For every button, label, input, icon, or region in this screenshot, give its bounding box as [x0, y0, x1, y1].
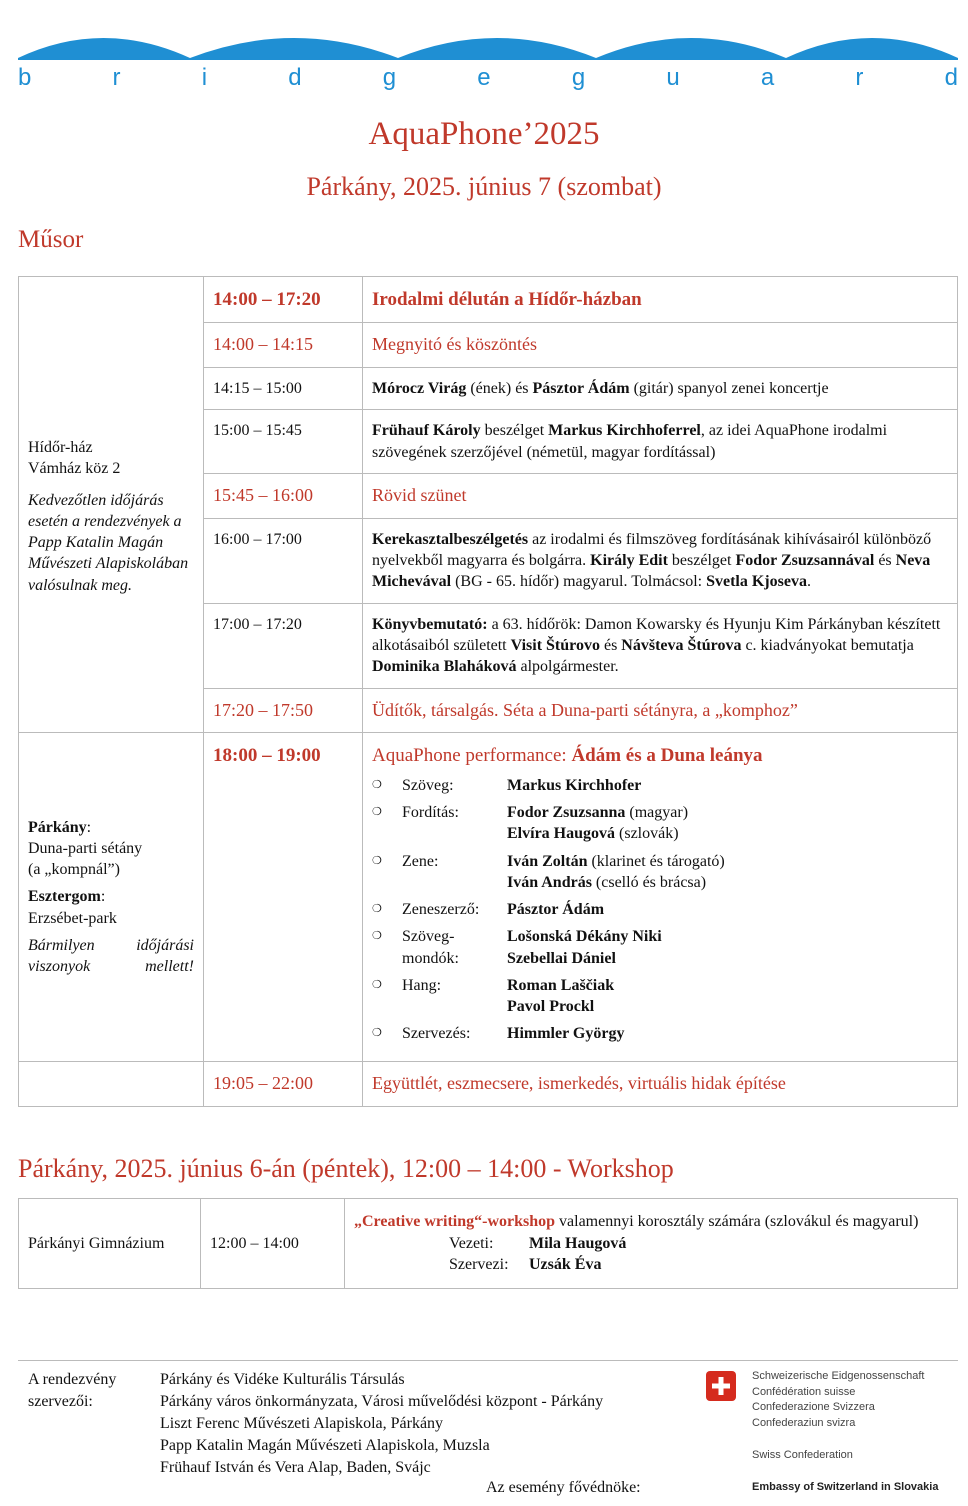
swiss-flag-icon: [706, 1371, 736, 1401]
list-item: ❍ Szervezés: Himmler György: [372, 1023, 948, 1044]
workshop-table: [18, 1198, 958, 1289]
logo-letters: b r i d g e g u a r d: [18, 64, 958, 91]
place-name: Erzsébet-park: [28, 909, 117, 927]
event-desc: Üdítők, társalgás. Séta a Duna-parti sétányra, a „komphoz”: [363, 688, 958, 733]
table-row: [19, 733, 958, 1061]
time-cell: 14:00 – 17:20: [204, 277, 363, 323]
patron-label: Az esemény fővédnöke:: [486, 1479, 641, 1496]
location-note: Kedvezőtlen időjárás esetén a rendezvények a Papp Katalin Magán Művészeti Alapiskolában valósulnak meg.: [28, 491, 189, 594]
location-note: Bármilyen időjárási viszonyok mellett!: [28, 936, 194, 976]
workshop-time: 12:00 – 14:00: [201, 1199, 345, 1289]
bullet-icon: ❍: [372, 806, 382, 818]
time-cell: 17:20 – 17:50: [204, 688, 363, 733]
table-row: [19, 277, 958, 323]
section-title: Műsor: [18, 226, 84, 253]
list-item: ❍ Fordítás: Fodor Zsuzsanna (magyar) Elvíra Haugová (szlovák): [372, 802, 948, 845]
organizers-label: A rendezvény szervezői:: [28, 1371, 117, 1410]
time-cell: 14:00 – 14:15: [204, 323, 363, 368]
workshop-location: Párkányi Gimnázium: [19, 1199, 201, 1289]
page-subtitle: Párkány, 2025. június 7 (szombat): [306, 172, 662, 201]
bullet-icon: ❍: [372, 1027, 382, 1040]
event-title: Irodalmi délután a Hídőr-házban: [363, 277, 958, 323]
page-title: AquaPhone’2025: [368, 116, 600, 152]
list-item: ❍ Zeneszerző: Pásztor Ádám: [372, 899, 948, 920]
empty-cell: [19, 1061, 204, 1106]
list-item: Papp Katalin Magán Művészeti Alapiskola, Muzsla: [160, 1437, 490, 1455]
performance-prefix: AquaPhone performance:: [372, 745, 572, 767]
workshop-title: Párkány, 2025. június 6-án (péntek), 12:00 – 14:00 - Workshop: [18, 1154, 674, 1183]
time-cell: 18:00 – 19:00: [204, 733, 363, 1061]
workshop-desc: „Creative writing“-workshop valamennyi korosztály számára (szlovákul és magyarul) Vezeti: Mila Haugová Szervezi: Uzsák Éva: [345, 1199, 958, 1289]
list-item: Frühauf István és Vera Alap, Baden, Svájc: [160, 1459, 431, 1477]
place-detail: (a „kompnál”): [28, 861, 120, 879]
city-name: Párkány: [28, 818, 87, 836]
list-item: Liszt Ferenc Művészeti Alapiskola, Párkány: [160, 1415, 444, 1433]
time-cell: 17:00 – 17:20: [204, 603, 363, 688]
time-cell: 19:05 – 22:00: [204, 1061, 363, 1106]
list-item: ❍ Zene: Iván Zoltán (klarinet és tárogató) Iván András (cselló és brácsa): [372, 851, 948, 894]
location-cell: Párkány: Duna-parti sétány (a „kompnál”) Esztergom: Erzsébet-park Bármilyen időjárási viszonyok mellett!: [19, 733, 204, 1061]
table-row: [19, 1061, 958, 1106]
bullet-icon: ❍: [372, 978, 382, 991]
city-name: Esztergom: [28, 888, 101, 906]
event-desc: Mórocz Virág (ének) és Pásztor Ádám (gitár) spanyol zenei koncertje: [363, 368, 958, 410]
event-desc: Kerekasztalbeszélgetés az irodalmi és filmszöveg fordításának kihívásairól különböző nyelvekből magyarra és bolgárra. Király Edit beszélget Fodor Zsuzsannával és Neva Michevával (BG - 65. hídőr) magyarul. Tolmácsol: Svetla Kjoseva.: [363, 518, 958, 603]
credits-list: [372, 775, 948, 1045]
place-name: Duna-parti sétány: [28, 839, 143, 857]
event-desc: Megnyitó és köszöntés: [363, 323, 958, 368]
performance-cell: [363, 733, 958, 1061]
list-item: ❍ Szöveg- mondók: Lošonská Dékány Niki Szebellai Dániel: [372, 926, 948, 969]
bullet-icon: ❍: [372, 778, 382, 791]
location-cell: [19, 277, 204, 733]
list-item: Párkány és Vidéke Kulturális Társulás: [160, 1371, 405, 1388]
time-cell: 15:45 – 16:00: [204, 474, 363, 519]
program-table: [18, 276, 958, 1107]
event-desc: Frühauf Károly beszélget Markus Kirchhoferrel, az idei AquaPhone irodalmi szövegének szerzőjével (németül, magyar fordítással): [363, 410, 958, 474]
workshop-staff: Vezeti: Mila Haugová Szervezi: Uzsák Éva: [449, 1234, 627, 1274]
performance-title: Ádám és a Duna leánya: [571, 745, 763, 767]
bullet-icon: ❍: [372, 930, 382, 943]
location-address: Vámház köz 2: [28, 460, 121, 478]
location-name: Hídőr-ház: [28, 439, 93, 456]
time-cell: 15:00 – 15:45: [204, 410, 363, 474]
event-desc: Könyvbemutató: a 63. hídőrök: Damon Kowarsky és Hyunju Kim Párkányban készített alkotásaiból született Visit Štúrovo és Návšteva Štúrova c. kiadványokat bemutatja Dominika Blaháková alpolgármester.: [363, 603, 958, 688]
organizers-list: [160, 1369, 603, 1479]
list-item: Párkány város önkormányzata, Városi művelődési központ - Párkány: [160, 1393, 604, 1411]
time-cell: 16:00 – 17:00: [204, 518, 363, 603]
list-item: ❍ Szöveg: Markus Kirchhofer: [372, 775, 948, 796]
bullet-icon: ❍: [372, 854, 382, 867]
event-desc: Együttlét, eszmecsere, ismerkedés, virtuális hidak építése: [363, 1061, 958, 1106]
bridge-arches-icon: [0, 0, 968, 70]
time-cell: 14:15 – 15:00: [204, 368, 363, 410]
bridgeguard-logo: [0, 0, 968, 100]
table-row: [19, 1199, 958, 1289]
footer: A rendezvény szervezői: Párkány és Vidéke Kulturális Társulás Párkány város önkormányzata, Városi művelődési központ - Párkány Liszt Ferenc Művészeti Alapiskola, Párkány Papp Katalin Magán Művészeti Alapiskola, Muzsla Frühauf István és Vera Alap, Baden, Svájc Az esemény fővédnöke: Schweizerische Eidgenossenschaft Confédération suisse Confederazione Svizzera Confederaziun svizra Swiss Confederation Embassy of Switzerland in Slovakia: [18, 1360, 958, 1506]
event-desc: Rövid szünet: [363, 474, 958, 519]
bullet-icon: ❍: [372, 903, 382, 916]
list-item: ❍ Hang: Roman Laščiak Pavol Prockl: [372, 975, 948, 1018]
workshop-name: „Creative writing“-workshop: [354, 1213, 556, 1230]
